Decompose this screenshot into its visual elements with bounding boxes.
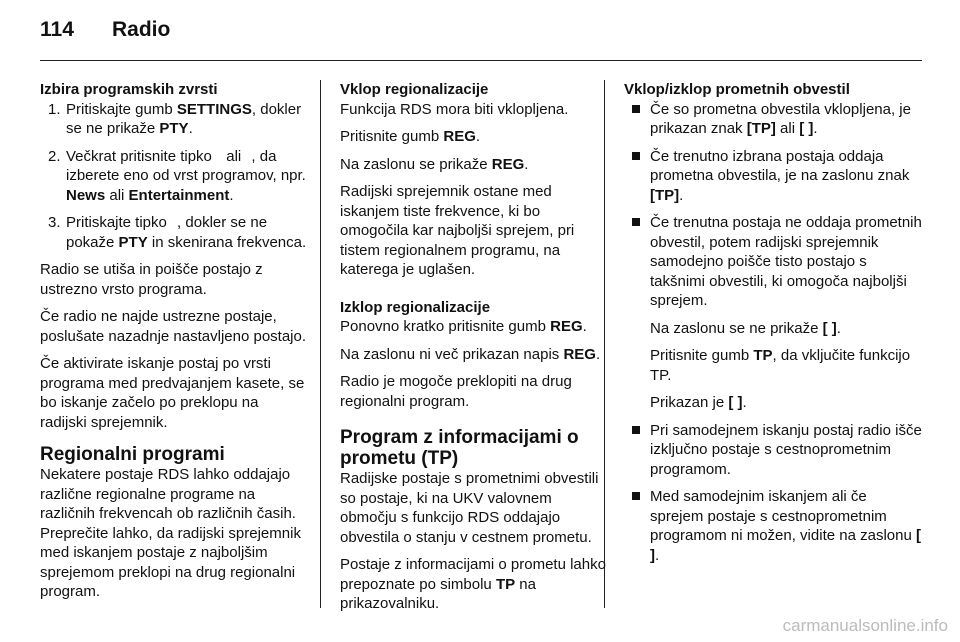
bullet-item	[624, 100, 924, 139]
program-type: News	[66, 186, 106, 204]
step-number: 1.	[48, 100, 61, 118]
text: Večkrat pritisnite tipko	[66, 147, 217, 165]
paragraph: Če radio ne najde ustrezne postaje, poslušate nazadnje nastavljeno postajo.	[40, 308, 307, 345]
display-symbol: [TP]	[746, 120, 776, 137]
text: Pritisnite gumb	[650, 347, 754, 364]
text: Pritiskajte tipko	[66, 214, 172, 231]
text: .	[742, 394, 747, 411]
text: .	[524, 155, 529, 173]
bullet-item	[624, 213, 924, 311]
text: ali	[775, 120, 800, 137]
section-heading: Izbira programskih zvrsti	[40, 81, 218, 98]
display-label: REG	[491, 155, 525, 173]
text: in skenirana frekvenca.	[147, 233, 307, 251]
section-heading-large: Program z informacijami o prometu (TP)	[340, 427, 579, 469]
section-heading: Vklop/izklop prometnih obvestil	[624, 81, 850, 98]
text: .	[836, 319, 841, 337]
display-label: PTY	[118, 233, 148, 251]
text: .	[679, 186, 684, 204]
button-label: REG	[550, 318, 583, 335]
bullet-item	[624, 421, 924, 480]
bullet-square-icon	[632, 492, 640, 500]
paragraph: Radijske postaje s prometnimi obvestili so postaje, ki na UKV valovnem območju s funkcijo RDS oddajajo obvestila o stanju v cestnem prometu.	[340, 470, 599, 546]
paragraph: Funkcija RDS mora biti vklopljena.	[340, 100, 569, 118]
paragraph	[340, 155, 608, 175]
indented-paragraph	[624, 319, 924, 339]
page-header	[40, 18, 170, 42]
text: .	[229, 186, 234, 204]
text: , da vključite funkcijo TP.	[650, 347, 911, 384]
paragraph: Radio je mogoče preklopiti na drug regionalni program.	[340, 373, 572, 410]
display-label: PTY	[159, 120, 189, 137]
bullet-square-icon	[632, 105, 640, 113]
column-2	[340, 80, 608, 622]
text: ali	[222, 147, 246, 165]
text: Na zaslonu se ne prikaže	[650, 319, 823, 337]
display-symbol: [ ]	[822, 319, 837, 337]
paragraph	[340, 317, 608, 337]
text: Pri samodejnem iskanju postaj radio išče izključno postaje s cestnoprometnim programom.	[650, 421, 922, 478]
program-type: Entertainment	[128, 186, 230, 204]
text: Postaje z informacijami o prometu lahko prepoznate po simbolu	[340, 556, 606, 593]
text: , dokler se ne pokaže	[66, 214, 268, 251]
text: Prikazan je	[650, 394, 729, 411]
paragraph: Če aktivirate iskanje postaj po vrsti programa med predvajanjem kasete, se bo iskanje začelo po preklopu na radijski sprejemnik.	[40, 355, 305, 431]
step-2	[40, 147, 308, 206]
button-label: REG	[443, 128, 476, 145]
column-3	[624, 80, 924, 573]
section-heading: Izklop regionalizacije	[340, 298, 491, 316]
section-heading: Vklop regionalizacije	[340, 81, 489, 98]
text: .	[813, 120, 818, 137]
paragraph	[340, 345, 608, 365]
header-rule	[40, 60, 922, 61]
text: Če trenutno izbrana postaja oddaja prometna obvestila, je na zaslonu znak	[650, 147, 910, 184]
display-symbol: [ ]	[650, 527, 921, 564]
bullet-square-icon	[632, 152, 640, 160]
text: Na zaslonu ni več prikazan napis	[340, 345, 564, 363]
indented-paragraph	[624, 393, 924, 413]
text: , dokler se ne prikaže	[66, 100, 302, 137]
display-label: REG	[563, 345, 596, 363]
page-title: Radio	[112, 18, 171, 41]
step-1	[40, 100, 308, 139]
text: .	[188, 120, 193, 137]
text: Pritiskajte gumb	[66, 100, 177, 118]
button-label: SETTINGS	[176, 100, 252, 118]
paragraph: Radijski sprejemnik ostane med iskanjem tiste frekvence, ki bo omogočila kar najboljši sprejem, pri tistem regionalnem programu, na katerega je uglašen.	[340, 183, 575, 278]
bullet-square-icon	[632, 426, 640, 434]
text: , da izberete eno od vrst programov, npr.	[66, 147, 306, 184]
step-3	[40, 213, 308, 252]
step-number: 3.	[48, 214, 61, 231]
paragraph	[340, 555, 608, 614]
button-label: TP	[753, 347, 773, 364]
text: Pritisnite gumb	[340, 128, 444, 145]
text: Med samodejnim iskanjem ali če sprejem postaje s cestnoprometnim programom ni možen, vidite na zaslonu	[650, 488, 916, 544]
watermark: carmanualsonline.info	[782, 616, 948, 635]
text: Če trenutna postaja ne oddaja prometnih obvestil, potem radijski sprejemnik samodejno poišče tisto postajo s takšnimi obvestili, ki omogoča najboljši sprejem.	[650, 214, 922, 309]
bullet-item	[624, 487, 924, 565]
section-heading-large: Regionalni programi	[40, 444, 225, 465]
display-symbol: [ ]	[728, 394, 743, 411]
text: .	[475, 128, 481, 145]
bullet-square-icon	[632, 218, 640, 226]
text: .	[582, 318, 587, 335]
column-1	[40, 80, 308, 610]
text: ali	[105, 186, 129, 204]
column-divider	[320, 80, 321, 608]
text: na prikazovalniku.	[340, 575, 536, 612]
text: Ponovno kratko pritisnite gumb	[340, 318, 551, 335]
step-number: 2.	[48, 147, 61, 165]
indented-paragraph	[624, 346, 924, 385]
text: Če so prometna obvestila vklopljena, je prikazan znak	[650, 100, 911, 137]
paragraph: Nekatere postaje RDS lahko oddajajo različne regionalne programe na različnih frekvencah ob različnih časih. Preprečite lahko, da radijski sprejemnik med iskanjem postaje z najboljšim sprejemom preklopi na drug regionalni program.	[40, 466, 301, 600]
text: .	[655, 546, 660, 564]
bullet-item	[624, 147, 924, 206]
text: .	[595, 345, 601, 363]
page-number: 114	[40, 18, 74, 41]
symbol-label: TP	[495, 575, 516, 593]
display-symbol: [TP]	[650, 186, 680, 204]
text: Na zaslonu se prikaže	[340, 155, 492, 173]
paragraph	[340, 127, 608, 147]
paragraph: Radio se utiša in poišče postajo z ustrezno vrsto programa.	[40, 261, 263, 298]
display-symbol: [ ]	[799, 120, 814, 137]
